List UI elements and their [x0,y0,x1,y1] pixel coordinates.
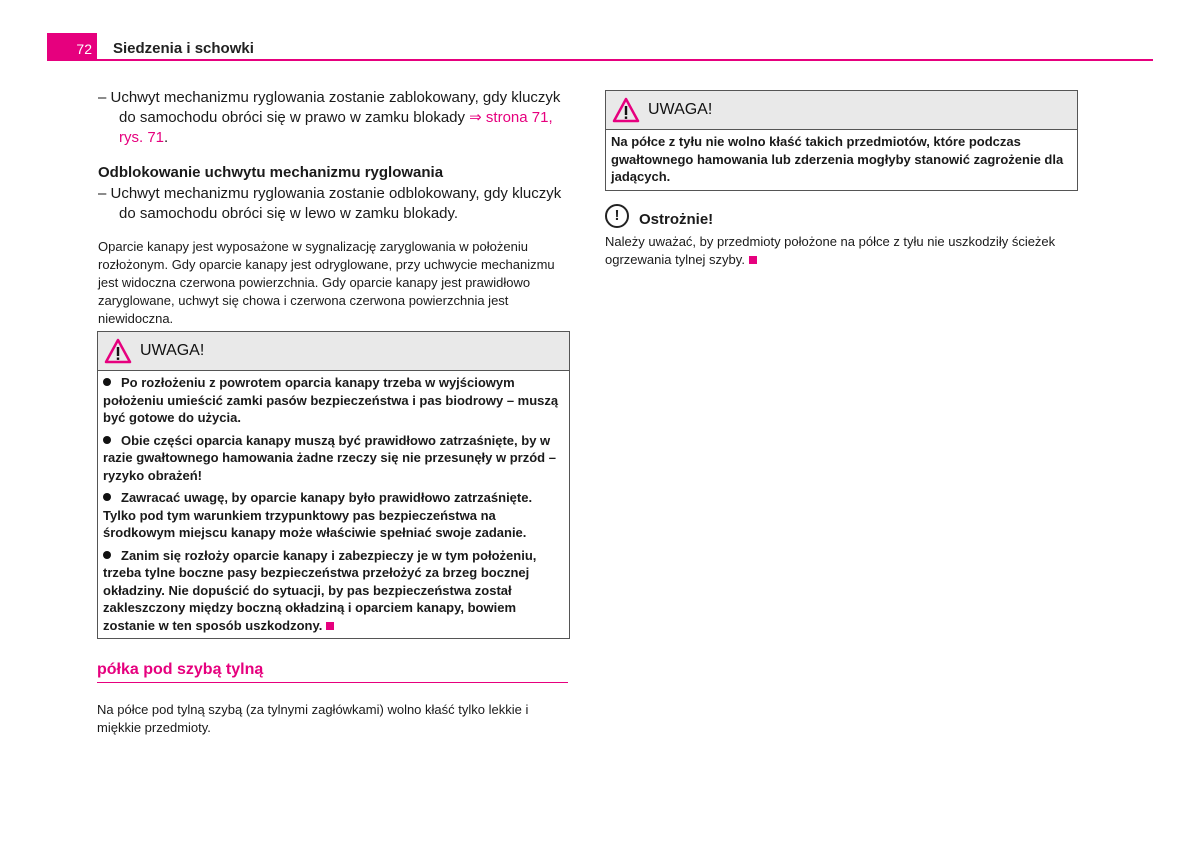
warning-item-text: Zawracać uwagę, by oparcie kanapy było prawidłowo zatrzaśnięte. Tylko pod tym warunkiem trzypunktowy pas bezpieczeństwa na środkowym miejscu kanapy może właściwie spełniać swoje zadanie. [103,490,533,540]
unlock-subheading: Odblokowanie uchwytu mechanizmu ryglowania [98,164,444,181]
bullet-icon [103,493,111,501]
warning-item-text: Po rozłożeniu z powrotem oparcia kanapy trzeba w wyjściowym położeniu umieścić zamki pasów bezpieczeństwa i pas biodrowy – muszą być gotowe do użycia. [103,375,559,425]
caution-text-body: Należy uważać, by przedmioty położone na półce z tyłu nie uszkodziły ścieżek ogrzewania tylnej szyby. [605,234,1056,267]
bullet-icon [103,378,111,386]
running-title: Siedzenia i schowki [113,40,254,57]
bullet-icon [103,551,111,559]
warning-body [606,130,1077,190]
bullet-icon [103,436,111,444]
end-mark-icon [749,256,757,264]
warning-box-right [605,90,1078,191]
warning-item-text: Zanim się rozłoży oparcie kanapy i zabezpieczy je w tym położeniu, trzeba tylne boczne pasy bezpieczeństwa przełożyć za brzeg bocznej okładziny. Nie dopuścić do sytuacji, by pas bezpieczeństwa został zakleszczony między boczną okładziną i oparciem kanapy, bowiem zostanie w ten sposób uszkodzony. [103,547,537,633]
unlock-instruction: – Uchwyt mechanizmu ryglowania zostanie odblokowany, gdy kluczyk do samochodu obróci się w lewo w zamku blokady. [98,185,562,222]
header-rule [97,59,1153,61]
warning-item [103,432,563,485]
lock-instruction [98,88,568,148]
warning-triangle-icon [104,338,132,364]
warning-header [606,91,1077,130]
warning-title: UWAGA! [140,342,205,359]
warning-item [103,547,563,635]
warning-triangle-icon [612,97,640,123]
caution-title: Ostrożnie! [639,211,714,228]
page-reference-link[interactable]: ⇒ strona 71, rys. 71 [119,109,553,146]
caution-block [605,203,1076,269]
lock-instruction-text: – Uchwyt mechanizmu ryglowania zostanie zablokowany, gdy kluczyk do samochodu obróci się w prawo w zamku blokady [98,89,561,126]
caution-text [605,233,1076,269]
warning-title: UWAGA! [648,101,713,118]
warning-text: Na półce z tyłu nie wolno kłaść takich przedmiotów, które podczas gwałtownego hamowania lub zderzenia mogłyby stanowić zagrożenie dla jadących. [611,134,1064,184]
warning-header [98,332,569,371]
lock-instruction-end: . [164,129,169,146]
shelf-section [97,661,568,737]
left-column [98,88,568,328]
caution-header [605,203,1076,228]
warning-body [98,371,569,638]
caution-icon: ! [605,204,629,228]
end-mark-icon [326,622,334,630]
warning-item [103,374,563,427]
warning-box-left [97,331,570,639]
page-number: 72 [47,33,97,61]
signal-note: Oparcie kanapy jest wyposażone w sygnalizację zaryglowania w położeniu rozłożonym. Gdy oparcie kanapy jest odryglowane, przy uchwycie mechanizmu jest widoczna czerwona powierzchnia. Gdy oparcie kanapy jest prawidłowo zaryglowane, uchwyt się chowa i czerwona czerwona powierzchnia jest niewidoczna. [98,239,555,326]
warning-item [103,489,563,542]
warning-item-text: Obie części oparcia kanapy muszą być prawidłowo zatrzaśnięte, by w razie gwałtownego hamowania żadne rzeczy się nie przesunęły w przód – ryzyko obrażeń! [103,432,556,483]
section-title: półka pod szybą tylną [97,661,568,683]
section-text: Na półce pod tylną szybą (za tylnymi zagłówkami) wolno kłaść tylko lekkie i miękkie przedmioty. [97,702,529,735]
